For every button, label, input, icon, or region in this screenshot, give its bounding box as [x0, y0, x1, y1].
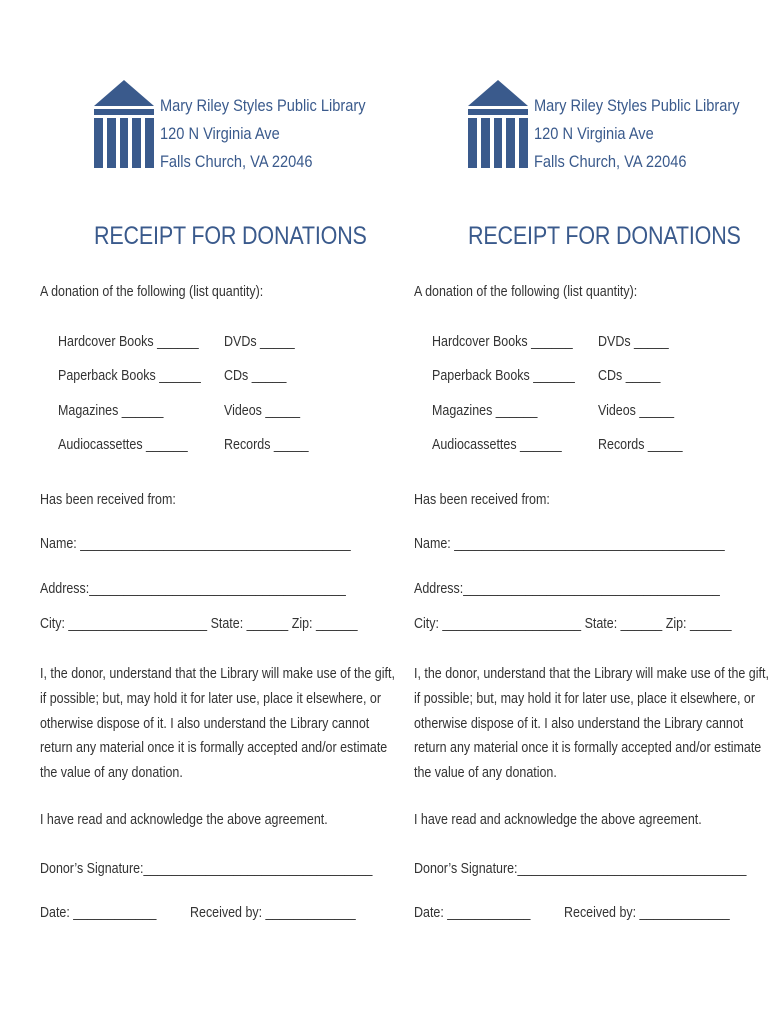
city-state-zip-field[interactable]: City: ____________________ State: ______ Zip: ______ — [40, 616, 358, 632]
videos-field[interactable]: Videos _____ — [598, 403, 675, 419]
library-name: Mary Riley Styles Public Library — [160, 96, 366, 115]
agreement-line: if possible; but, may hold it for later use, place it elsewhere, or — [414, 690, 756, 707]
donation-intro: A donation of the following (list quantity): — [414, 284, 638, 300]
donation-intro: A donation of the following (list quantity): — [40, 284, 264, 300]
cds-field[interactable]: CDs _____ — [224, 368, 287, 384]
audiocassettes-field[interactable]: Audiocassettes ______ — [432, 437, 562, 453]
date-field[interactable]: Date: ____________ — [414, 905, 531, 921]
agreement-line: the value of any donation. — [40, 765, 183, 782]
agreement-paragraph — [414, 662, 769, 786]
receipt-title: RECEIPT FOR DONATIONS — [94, 222, 367, 250]
agreement-line: I, the donor, understand that the Library will make use of the gift, — [40, 666, 395, 682]
agreement-line: the value of any donation. — [414, 765, 557, 782]
library-city: Falls Church, VA 22046 — [534, 152, 687, 171]
donation-receipt-left — [38, 0, 398, 1024]
hardcover-books-field[interactable]: Hardcover Books ______ — [58, 334, 199, 350]
hardcover-books-field[interactable]: Hardcover Books ______ — [432, 334, 573, 350]
received-by-field[interactable]: Received by: _____________ — [190, 905, 356, 921]
agreement-line: otherwise dispose of it. I also understand the Library cannot — [40, 715, 370, 732]
address-field[interactable]: Address:_____________________________________ — [40, 581, 346, 597]
acknowledge-statement: I have read and acknowledge the above agreement. — [414, 812, 702, 828]
paperback-books-field[interactable]: Paperback Books ______ — [58, 368, 201, 384]
receipt-title: RECEIPT FOR DONATIONS — [468, 222, 741, 250]
library-name: Mary Riley Styles Public Library — [534, 96, 740, 115]
received-by-field[interactable]: Received by: _____________ — [564, 905, 730, 921]
library-logo-icon — [468, 80, 528, 168]
library-street: 120 N Virginia Ave — [160, 124, 280, 143]
records-field[interactable]: Records _____ — [224, 437, 309, 453]
received-from-label: Has been received from: — [40, 492, 176, 508]
agreement-line: I, the donor, understand that the Library will make use of the gift, — [414, 666, 769, 682]
magazines-field[interactable]: Magazines ______ — [58, 403, 164, 419]
cds-field[interactable]: CDs _____ — [598, 368, 661, 384]
date-field[interactable]: Date: ____________ — [40, 905, 157, 921]
acknowledge-statement: I have read and acknowledge the above agreement. — [40, 812, 328, 828]
paperback-books-field[interactable]: Paperback Books ______ — [432, 368, 575, 384]
name-field[interactable]: Name: _______________________________________ — [414, 536, 725, 552]
city-state-zip-field[interactable]: City: ____________________ State: ______ Zip: ______ — [414, 616, 732, 632]
library-logo-icon — [94, 80, 154, 168]
library-address-block — [160, 92, 366, 176]
library-street: 120 N Virginia Ave — [534, 124, 654, 143]
agreement-line: if possible; but, may hold it for later use, place it elsewhere, or — [40, 690, 382, 707]
dvds-field[interactable]: DVDs _____ — [224, 334, 295, 350]
videos-field[interactable]: Videos _____ — [224, 403, 301, 419]
audiocassettes-field[interactable]: Audiocassettes ______ — [58, 437, 188, 453]
donor-signature-field[interactable]: Donor’s Signature:_________________________________ — [414, 861, 747, 877]
library-address-block — [534, 92, 740, 176]
dvds-field[interactable]: DVDs _____ — [598, 334, 669, 350]
magazines-field[interactable]: Magazines ______ — [432, 403, 538, 419]
agreement-paragraph — [40, 662, 395, 786]
received-from-label: Has been received from: — [414, 492, 550, 508]
name-field[interactable]: Name: _______________________________________ — [40, 536, 351, 552]
agreement-line: return any material once it is formally accepted and/or estimate — [414, 740, 762, 757]
address-field[interactable]: Address:_____________________________________ — [414, 581, 720, 597]
donation-receipt-right — [412, 0, 770, 1024]
donor-signature-field[interactable]: Donor’s Signature:_________________________________ — [40, 861, 373, 877]
library-city: Falls Church, VA 22046 — [160, 152, 313, 171]
agreement-line: otherwise dispose of it. I also understand the Library cannot — [414, 715, 744, 732]
records-field[interactable]: Records _____ — [598, 437, 683, 453]
agreement-line: return any material once it is formally accepted and/or estimate — [40, 740, 388, 757]
